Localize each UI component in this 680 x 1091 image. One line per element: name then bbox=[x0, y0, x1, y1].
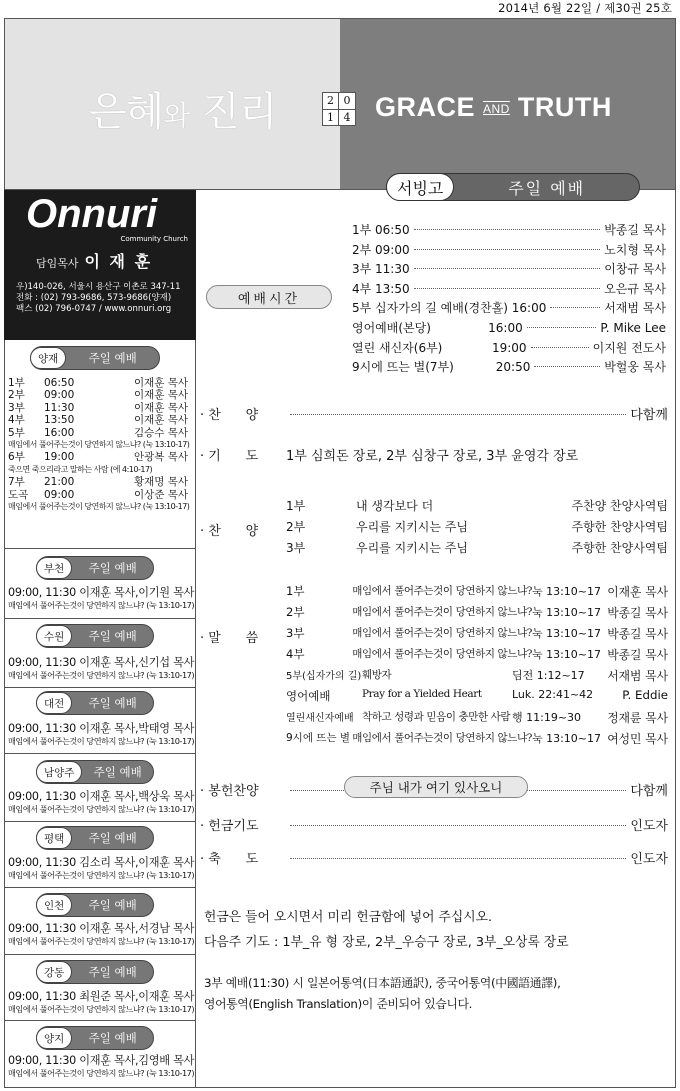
church-phone: 전화 : (02) 793-9686, 573-9686(양재) bbox=[16, 293, 172, 303]
branch-yangji: 09:00, 11:30 이재훈 목사,김영배 목사 매임에서 풀어주는것이 당연하지 않느냐? (눅 13:10-17) bbox=[8, 1054, 195, 1078]
list-item: 2부 우리를 지키시는 주님 주향한 찬양사역팀 bbox=[286, 520, 668, 534]
list-item: 1부 내 생각보다 더 주찬양 찬양사역팀 bbox=[286, 499, 668, 513]
branch-suwon: 09:00, 11:30 이재훈 목사,신기섭 목사 매임에서 풀어주는것이 당연하지 않느냐? (눅 13:10-17) bbox=[8, 656, 195, 680]
year-box: 2 0 1 4 bbox=[322, 92, 356, 126]
branch-gangdong: 09:00, 11:30 최원준 목사,이재훈 목사 매임에서 풀어주는것이 당연하지 않느냐? (눅 13:10-17) bbox=[8, 990, 195, 1014]
branch-header-incheon: 인천 주일 예배 bbox=[36, 893, 154, 917]
list-item: 4부 13:50 오은규 목사 bbox=[352, 281, 666, 296]
yangjae-schedule bbox=[8, 377, 194, 513]
branch-header-daejeon: 대전 주일 예배 bbox=[36, 691, 154, 715]
list-item: 5부 십자가의 길 예배(경찬홀) 16:00 서재범 목사 bbox=[352, 301, 666, 316]
order-sermon: · 말 씀 1부 매임에서 풀어주는것이 당연하지 않느냐? 눅 13:10~17 이재훈 목사 2부 매임에서 풀어주는것이 당연하지 않느냐? 눅 13:10~17 박종길 목사 3부 매임에서 풀어주는것이 당연하지 않느냐? 눅 13:10~17 박종길 목사 4부 매임에서 풀어주는것이 당연하지 않느냐? 눅 13:10~17 박종길 목사 5부(십자가의 길) 훼방자 딤전 1:12~17 서재범 목사 영어예배 Pray for a Yielded Heart Luk. 22:41~42 P. Eddie 열린새신자예배 착하고 성령과 믿음이 충만한 사람 행 11:19~30 정재륜 목사 9시에 뜨는 별 매임에서 풀어주는것이 당연하지 않느냐? 눅 13:10~17 여성민 목사 bbox=[200, 584, 668, 746]
branch-daejeon: 09:00, 11:30 이재훈 목사,박태영 목사 매임에서 풀어주는것이 당연하지 않느냐? (눅 13:10-17) bbox=[8, 722, 195, 746]
list-item: 9시에 뜨는 별 매임에서 풀어주는것이 당연하지 않느냐? 눅 13:10~17 여성민 목사 bbox=[286, 732, 668, 746]
list-item: 2부 09:00 노치형 목사 bbox=[352, 242, 666, 257]
church-logo: Onnuri Community Church bbox=[4, 190, 196, 252]
order-hymn: · 찬 양 다함께 bbox=[200, 408, 668, 423]
order-benediction: · 축 도 인도자 bbox=[200, 852, 668, 867]
branch-incheon: 09:00, 11:30 이재훈 목사,서경남 목사 매임에서 풀어주는것이 당연하지 않느냐? (눅 13:10-17) bbox=[8, 922, 195, 946]
list-item: 3부 매임에서 풀어주는것이 당연하지 않느냐? 눅 13:10~17 박종길 목사 bbox=[286, 626, 668, 641]
branch-namyangju: 09:00, 11:30 이재훈 목사,백상욱 목사 매임에서 풀어주는것이 당연하지 않느냐? (눅 13:10-17) bbox=[8, 790, 195, 814]
list-item: 열린새신자예배 착하고 성령과 믿음이 충만한 사람 행 11:19~30 정재륜 목사 bbox=[286, 711, 668, 725]
list-item: 도곡 09:00 이상준 목사 bbox=[8, 488, 188, 501]
title-korean: 은혜와 진리 bbox=[88, 89, 277, 135]
branch-header-namyangju: 남양주 주일 예배 bbox=[36, 760, 154, 784]
branch-bucheon: 09:00, 11:30 이재훈 목사,이기원 목사 매임에서 풀어주는것이 당연하지 않느냐? (눅 13:10-17) bbox=[8, 586, 195, 610]
list-item: 2부 09:00 이재훈 목사 bbox=[8, 389, 188, 402]
translation-notice-2: 영어통역(English Translation)이 준비되어 있습니다. bbox=[204, 997, 473, 1011]
list-item: 4부 매임에서 풀어주는것이 당연하지 않느냐? 눅 13:10~17 박종길 목사 bbox=[286, 647, 668, 662]
list-item: 1부 06:50 박종길 목사 bbox=[352, 223, 666, 237]
list-item: 2부 매임에서 풀어주는것이 당연하지 않느냐? 눅 13:10~17 박종길 목사 bbox=[286, 605, 668, 620]
list-item: 열린 새신자(6부) 19:00 이지원 전도사 bbox=[352, 340, 666, 355]
offering-notice: 헌금은 들어 오시면서 미리 헌금함에 넣어 주십시오. bbox=[204, 910, 493, 925]
translation-notice-1: 3부 예배(11:30) 시 일본어통역(日本語通訳), 중국어통역(中國語通譯), bbox=[204, 976, 561, 990]
order-choir: · 찬 양 1부 내 생각보다 더 주찬양 찬양사역팀 2부 우리를 지키시는 주님 주향한 찬양사역팀 3부 우리를 지키시는 주님 주향한 찬양사역팀 bbox=[200, 499, 668, 555]
next-week-prayer: 다음주 기도 : 1부_유 형 장로, 2부_우승구 장로, 3부_오상록 장로 bbox=[204, 935, 569, 950]
branch-header-suwon: 수원 주일 예배 bbox=[36, 624, 154, 648]
title-english: GRACE AND TRUTH bbox=[375, 92, 612, 122]
church-fax: 팩스 (02) 796-0747 / www.onnuri.org bbox=[16, 304, 172, 314]
list-item: 9시에 뜨는 별(7부) 20:50 박헐웅 목사 bbox=[352, 360, 666, 375]
list-item: 1부 06:50 이재훈 목사 bbox=[8, 377, 188, 389]
list-item: 4부 13:50 이재훈 목사 bbox=[8, 414, 188, 427]
branch-header-gangdong: 강동 주일 예배 bbox=[36, 960, 154, 984]
sermon-note: 매임에서 풀어주는것이 당연하지 않느냐? (눅 13:10-17) bbox=[8, 440, 190, 450]
branch-pyeongtaek: 09:00, 11:30 김소리 목사,이재훈 목사 매임에서 풀어주는것이 당연하지 않느냐? (눅 13:10-17) bbox=[8, 856, 195, 880]
list-item: 3부 우리를 지키시는 주님 주향한 찬양사역팀 bbox=[286, 541, 668, 555]
church-address: 우)140-026, 서울시 용산구 이촌로 347-11 bbox=[16, 282, 181, 292]
list-item: 3부 11:30 이창규 목사 bbox=[352, 262, 666, 277]
church-info bbox=[4, 252, 196, 340]
worship-times bbox=[352, 221, 666, 378]
branch-header-yangji: 양지 주일 예배 bbox=[36, 1026, 154, 1050]
order-prayer: · 기 도 1부 심희돈 장로, 2부 심창구 장로, 3부 윤영각 장로 bbox=[200, 449, 579, 464]
sermon-note: 매임에서 풀어주는것이 당연하지 않느냐? (눅 13:10-17) bbox=[8, 502, 190, 512]
senior-pastor: 담임목사 이 재 훈 bbox=[36, 252, 153, 271]
list-item: 5부(십자가의 길) 훼방자 딤전 1:12~17 서재범 목사 bbox=[286, 669, 668, 683]
worship-time-label: 예배시간 bbox=[206, 285, 332, 309]
offering-hymn-title: 주님 내가 여기 있사오니 bbox=[344, 776, 528, 798]
sermon-note: 죽으면 죽으리라고 말하는 사람 (에 4:10-17) bbox=[8, 464, 153, 474]
list-item: 5부 16:00 김승수 목사 bbox=[8, 426, 188, 439]
seobinggo-header: 서빙고 주일 예배 bbox=[386, 173, 640, 201]
list-item: 3부 11:30 이재훈 목사 bbox=[8, 401, 188, 414]
list-item: 6부 19:00 안광복 목사 bbox=[8, 451, 188, 464]
order-offering-hymn: · 봉헌찬양 다함께 bbox=[200, 784, 668, 799]
branch-header-pyeongtaek: 평택 주일 예배 bbox=[36, 826, 154, 850]
list-item: 1부 매임에서 풀어주는것이 당연하지 않느냐? 눅 13:10~17 이재훈 목사 bbox=[286, 584, 668, 599]
order-offering-prayer: · 헌금기도 인도자 bbox=[200, 819, 668, 834]
list-item: 영어예배 Pray for a Yielded Heart Luk. 22:41~42 P. Eddie bbox=[286, 688, 668, 703]
branch-header-bucheon: 부천 주일 예배 bbox=[36, 556, 154, 580]
list-item: 7부 21:00 황재명 목사 bbox=[8, 476, 188, 489]
list-item: 영어예배(본당) 16:00 P. Mike Lee bbox=[352, 320, 666, 335]
yangjae-header: 양재 주일 예배 bbox=[30, 346, 160, 370]
issue-date: 2014년 6월 22일 / 제30권 25호 bbox=[498, 1, 672, 15]
